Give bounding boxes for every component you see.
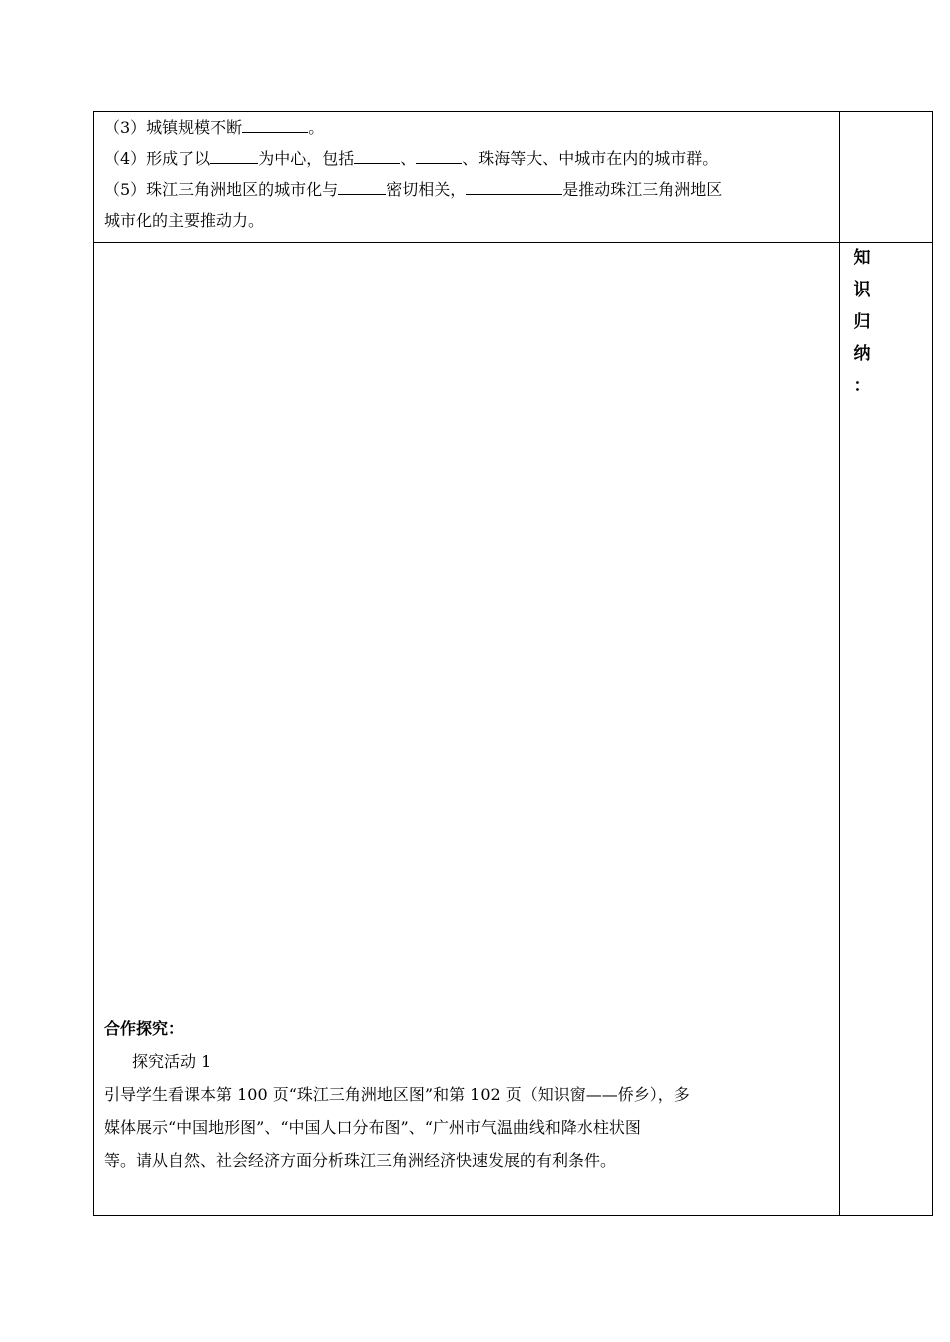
question-4-text-3: 、 — [400, 149, 417, 168]
side-label-char: 纳 — [853, 344, 871, 364]
activity-text-line: 媒体展示“中国地形图”、“中国人口分布图”、“广州市气温曲线和降水柱状图 — [104, 1118, 641, 1137]
question-4 — [104, 143, 834, 174]
side-label-char: ： — [853, 376, 871, 396]
row-divider — [94, 242, 932, 243]
question-5 — [104, 174, 834, 205]
answer-blank[interactable] — [354, 146, 400, 164]
side-label-char: 知 — [853, 248, 871, 268]
answer-blank[interactable] — [242, 115, 308, 133]
answer-blank[interactable] — [210, 146, 258, 164]
section-heading: 合作探究： — [104, 1019, 185, 1038]
question-4-text-1: （4）形成了以 — [104, 149, 211, 168]
column-divider — [839, 112, 840, 1215]
side-label-char: 识 — [853, 280, 871, 300]
activity-text-line: 等。请从自然、社会经济方面分析珠江三角洲经济快速发展的有利条件。 — [104, 1151, 617, 1170]
answer-blank[interactable] — [416, 146, 462, 164]
answer-blank[interactable] — [338, 177, 386, 195]
worksheet-table — [93, 111, 933, 1216]
question-5-text-3: 是推动珠江三角洲地区 — [562, 180, 723, 199]
side-label-knowledge-summary — [850, 242, 874, 402]
cooperative-inquiry-section — [104, 1012, 834, 1177]
question-4-text-4: 、珠海等大、中城市在内的城市群。 — [462, 149, 719, 168]
question-5-continued: 城市化的主要推动力。 — [104, 211, 265, 230]
question-3-text: （3）城镇规模不断 — [104, 118, 243, 137]
side-label-char: 归 — [853, 312, 871, 332]
question-5-text-1: （5）珠江三角洲地区的城市化与 — [104, 180, 339, 199]
answer-blank[interactable] — [466, 177, 562, 195]
activity-text-line: 引导学生看课本第 100 页“珠江三角洲地区图”和第 102 页（知识窗——侨乡），多 — [104, 1085, 690, 1104]
activity-title: 探究活动 1 — [132, 1052, 212, 1071]
question-3 — [104, 112, 834, 143]
question-3-end: 。 — [308, 118, 325, 137]
question-5-text-2: 密切相关， — [386, 180, 467, 199]
question-4-text-2: 为中心，包括 — [258, 149, 355, 168]
fill-in-questions — [104, 112, 834, 236]
